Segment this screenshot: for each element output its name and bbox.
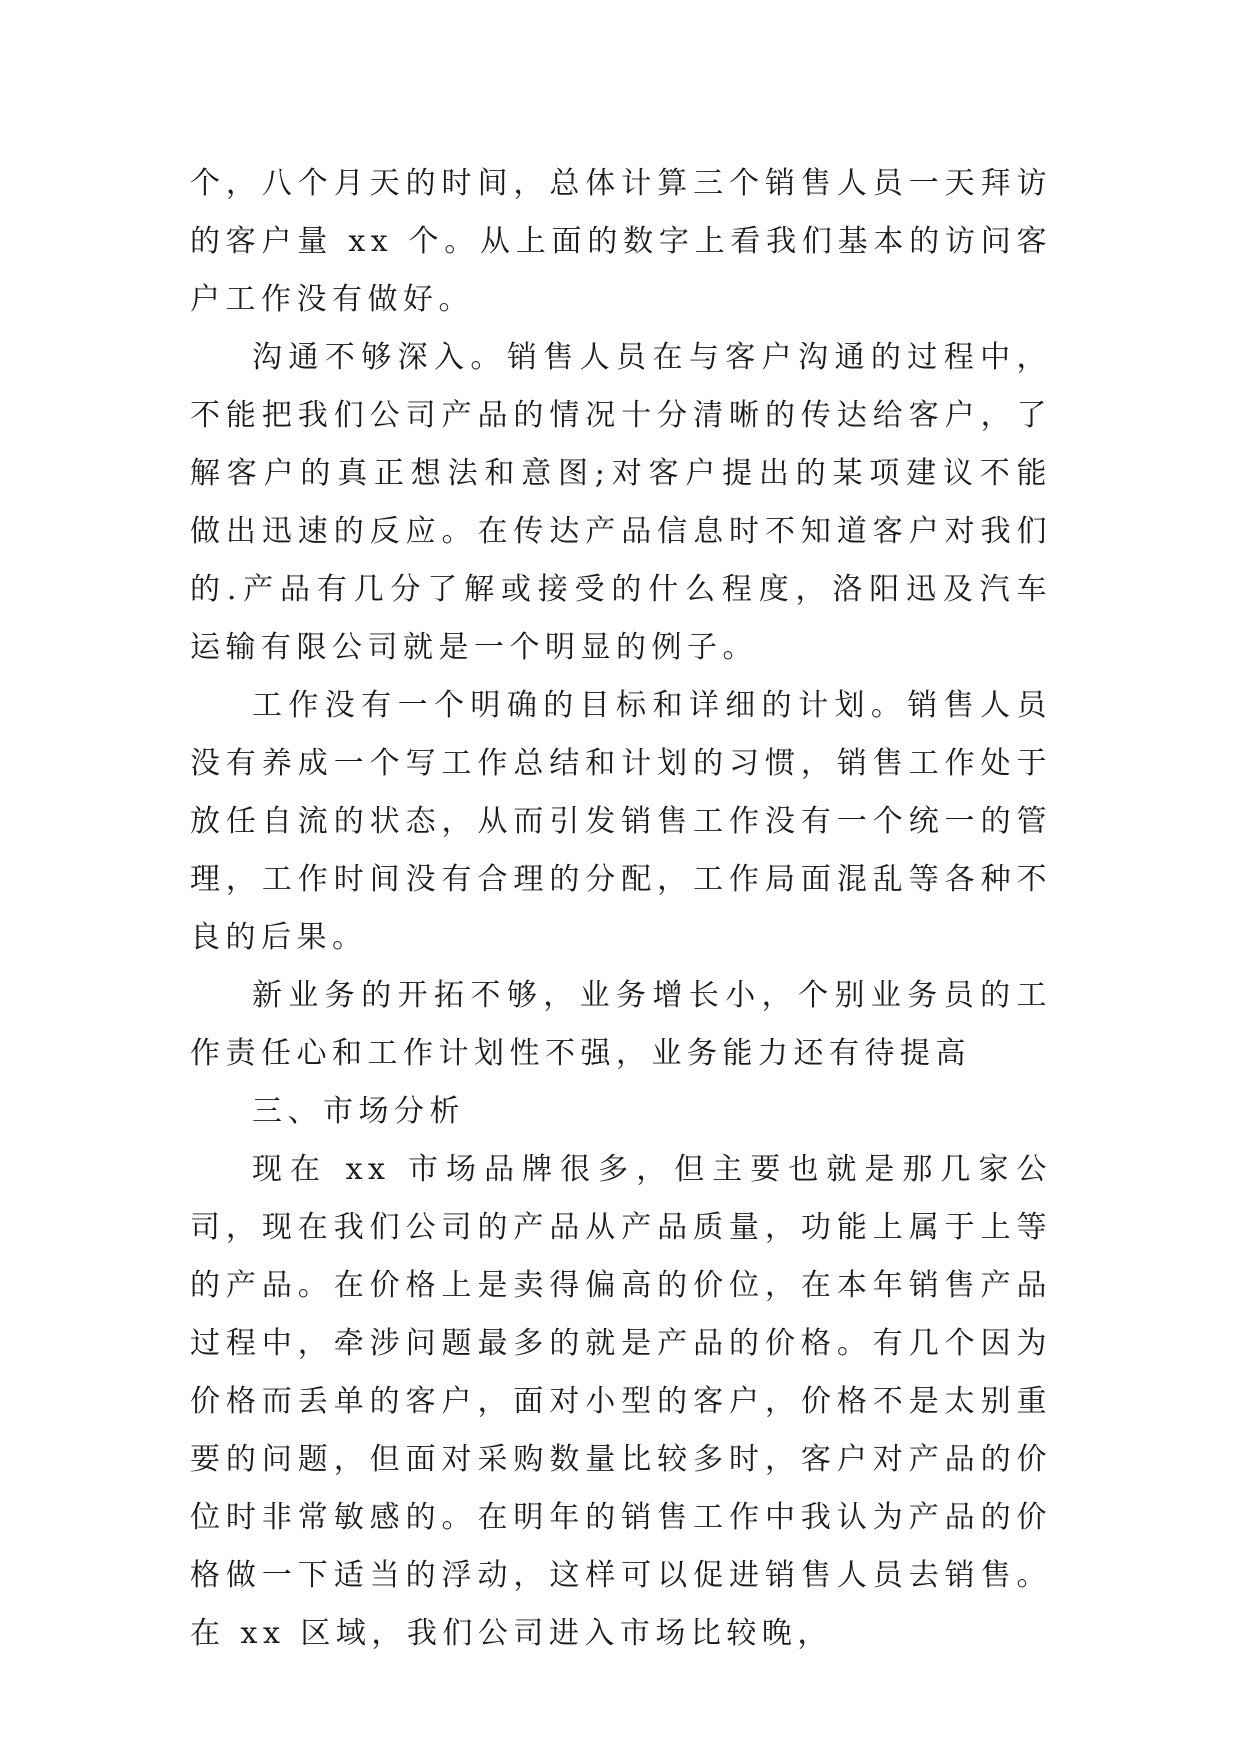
paragraph-communication: 沟通不够深入。销售人员在与客户沟通的过程中，不能把我们公司产品的情况十分清晰的传达给客户，了解客户的真正想法和意图;对客户提出的某项建议不能做出迅速的反应。在传达产品信息时不知道客户对我们的.产品有几分了解或接受的什么程度，洛阳迅及汽车运输有限公司就是一个明显的例子。	[190, 340, 1052, 665]
paragraph-market-analysis: 现在 xx 市场品牌很多，但主要也就是那几家公司，现在我们公司的产品从产品质量，功能上属于上等的产品。在价格上是卖得偏高的价位，在本年销售产品过程中，牵涉问题最多的就是产品的价格。有几个因为价格而丢单的客户，面对小型的客户，价格不是太别重要的问题，但面对采购数量比较多时，客户对产品的价位时非常敏感的。在明年的销售工作中我认为产品的价格做一下适当的浮动，这样可以促进销售人员去销售。在 xx 区域，我们公司进入市场比较晚，	[190, 1152, 1052, 1651]
section-heading-market-analysis: 三、市场分析	[252, 1094, 465, 1129]
paragraph-continuation: 个，八个月天的时间，总体计算三个销售人员一天拜访的客户量 xx 个。从上面的数字上看我们基本的访问客户工作没有做好。	[190, 166, 1052, 317]
paragraph-planning: 工作没有一个明确的目标和详细的计划。销售人员没有养成一个写工作总结和计划的习惯，销售工作处于放任自流的状态，从而引发销售工作没有一个统一的管理，工作时间没有合理的分配，工作局面混乱等各种不良的后果。	[190, 688, 1052, 955]
paragraph-new-business: 新业务的开拓不够，业务增长小，个别业务员的工作责任心和工作计划性不强，业务能力还有待提高	[190, 978, 1052, 1071]
document-body	[190, 155, 1052, 1663]
